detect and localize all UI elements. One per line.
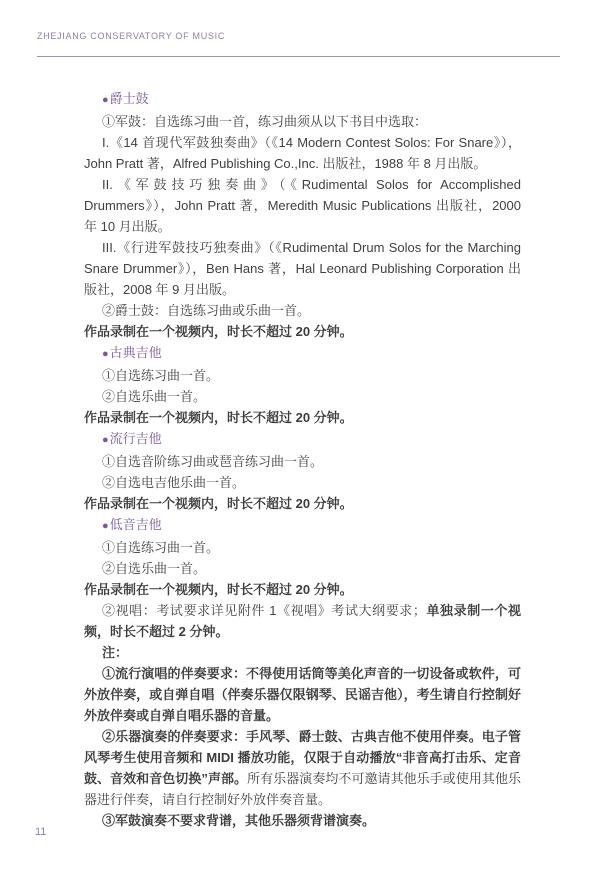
text-segment: ②自选电吉他乐曲一首。	[102, 475, 246, 490]
text-segment: 作品录制在一个视频内，时长不超过 20 分钟。	[84, 496, 353, 511]
paragraph	[84, 237, 521, 300]
section-heading	[84, 514, 521, 537]
paragraph	[84, 726, 521, 810]
text-segment: 作品录制在一个视频内，时长不超过 20 分钟。	[84, 324, 353, 339]
bullet-icon: ●	[102, 434, 109, 446]
bullet-icon: ●	[102, 520, 109, 532]
paragraph	[84, 642, 521, 663]
text-segment: ②视唱：考试要求详见附件 1《视唱》考试大纲要求；	[102, 603, 426, 618]
text-segment: III.《行进军鼓技巧独奏曲》（《Rudimental Drum Solos for the Marching Snare Drummer》），Ben Hans 著，Hal Leonard Publishing Corporation 出版社，2008 年 9 月出版。	[84, 240, 521, 297]
text-segment: 单独录制一个视频，时长不超过 2 分钟。	[84, 603, 521, 639]
text-segment: ①军鼓：自选练习曲一首，练习曲须从以下书目中选取：	[102, 114, 428, 129]
section-heading-label: 低音吉他	[109, 517, 162, 532]
text-segment: 所有乐器演奏均不可邀请其他乐手或使用其他乐器进行伴奏，请自行控制好外放伴奏音量。	[84, 771, 521, 807]
text-segment: ②自选乐曲一首。	[102, 389, 207, 404]
section-heading	[84, 88, 521, 111]
section-heading-label: 古典吉他	[109, 345, 162, 360]
paragraph	[84, 111, 521, 132]
paragraph	[84, 472, 521, 493]
section-heading-label: 流行吉他	[109, 431, 162, 446]
paragraph	[84, 321, 521, 342]
bullet-icon: ●	[102, 348, 109, 360]
text-segment: II.《军鼓技巧独奏曲》（《Rudimental Solos for Accomplished Drummers》），John Pratt 著，Meredith Music Publications 出版社，2000 年 10 月出版。	[84, 177, 521, 234]
paragraph	[84, 451, 521, 472]
bullet-icon: ●	[102, 94, 109, 106]
paragraph	[84, 537, 521, 558]
paragraph	[84, 386, 521, 407]
paragraph	[84, 132, 521, 174]
text-segment: ③军鼓演奏不要求背谱，其他乐器须背谱演奏。	[102, 813, 376, 828]
text-segment: 作品录制在一个视频内，时长不超过 20 分钟。	[84, 582, 353, 597]
paragraph	[84, 300, 521, 321]
text-segment: ②自选乐曲一首。	[102, 561, 207, 576]
text-segment: ②乐器演奏的伴奏要求：手风琴、爵士鼓、古典吉他不使用伴奏。电子管风琴考生使用音频和 MIDI 播放功能，仅限于自动播放“非音高打击乐、定音鼓、音效和音色切换”声部。	[84, 729, 521, 786]
document-body	[84, 88, 521, 831]
paragraph	[84, 810, 521, 831]
text-segment: ②爵士鼓：自选练习曲或乐曲一首。	[102, 303, 311, 318]
section-heading	[84, 428, 521, 451]
section-heading-label: 爵士鼓	[109, 91, 149, 106]
page-number: 11	[35, 826, 47, 838]
header-divider	[37, 56, 560, 57]
text-segment: 作品录制在一个视频内，时长不超过 20 分钟。	[84, 410, 353, 425]
paragraph	[84, 579, 521, 600]
paragraph	[84, 365, 521, 386]
paragraph	[84, 174, 521, 237]
text-segment: ①自选音阶练习曲或琶音练习曲一首。	[102, 454, 324, 469]
text-segment: I.《14 首现代军鼓独奏曲》（《14 Modern Contest Solos: For Snare》），John Pratt 著，Alfred Publishing Co.,Inc. 出版社，1988 年 8 月出版。	[84, 135, 521, 171]
page-header-title: ZHEJIANG CONSERVATORY OF MUSIC	[37, 31, 226, 41]
paragraph	[84, 493, 521, 514]
section-heading	[84, 342, 521, 365]
text-segment: ①自选练习曲一首。	[102, 368, 220, 383]
paragraph	[84, 600, 521, 642]
paragraph	[84, 407, 521, 428]
paragraph	[84, 663, 521, 726]
text-segment: 注：	[102, 645, 129, 660]
text-segment: ①流行演唱的伴奏要求：不得使用话筒等美化声音的一切设备或软件，可外放伴奏，或自弹自唱（伴奏乐器仅限钢琴、民谣吉他），考生请自行控制好外放伴奏或自弹自唱乐器的音量。	[84, 666, 521, 723]
text-segment: ①自选练习曲一首。	[102, 540, 220, 555]
paragraph	[84, 558, 521, 579]
